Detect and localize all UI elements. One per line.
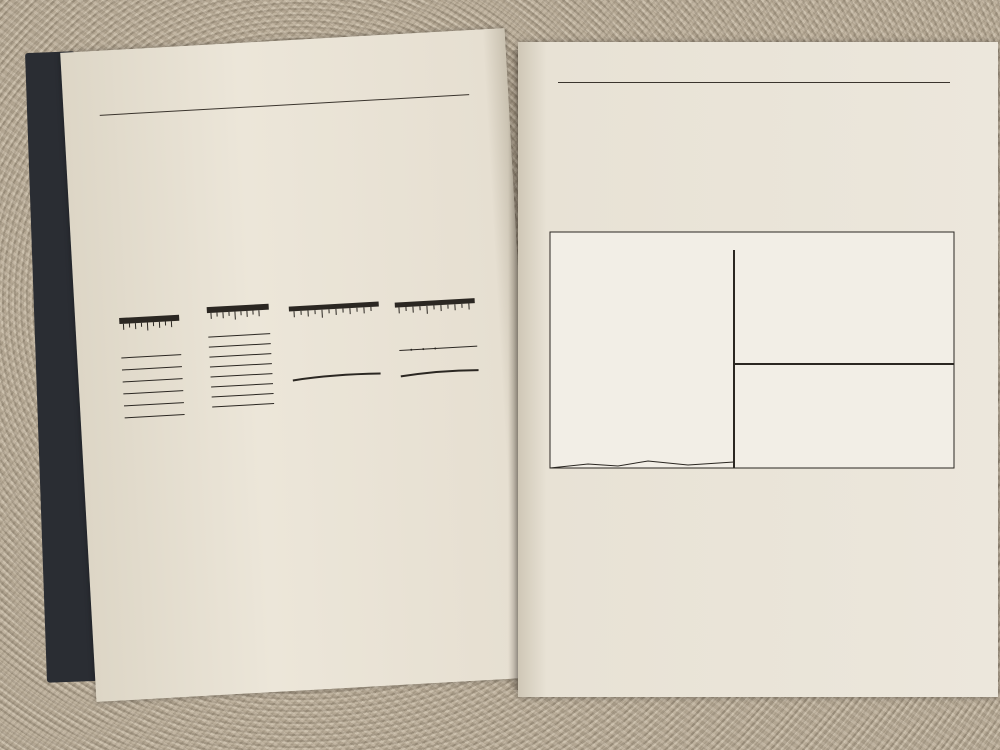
appearance-paragraph <box>113 258 480 279</box>
list-item <box>231 134 291 137</box>
right-page <box>518 42 998 697</box>
graduation-paragraph <box>125 471 492 492</box>
left-page <box>60 28 541 702</box>
essex-paragraph <box>128 535 495 556</box>
framing-figure <box>119 315 184 418</box>
rafter-paragraph <box>110 202 477 223</box>
octagon-figure <box>395 298 479 376</box>
brace-paragraph <box>133 609 500 630</box>
header-rule <box>100 94 469 116</box>
essex-figure <box>207 304 274 407</box>
brace-figure <box>289 302 383 381</box>
header-rule <box>558 82 950 83</box>
diagonal-scale-figure <box>548 228 958 478</box>
square-markings-figures <box>109 287 497 453</box>
